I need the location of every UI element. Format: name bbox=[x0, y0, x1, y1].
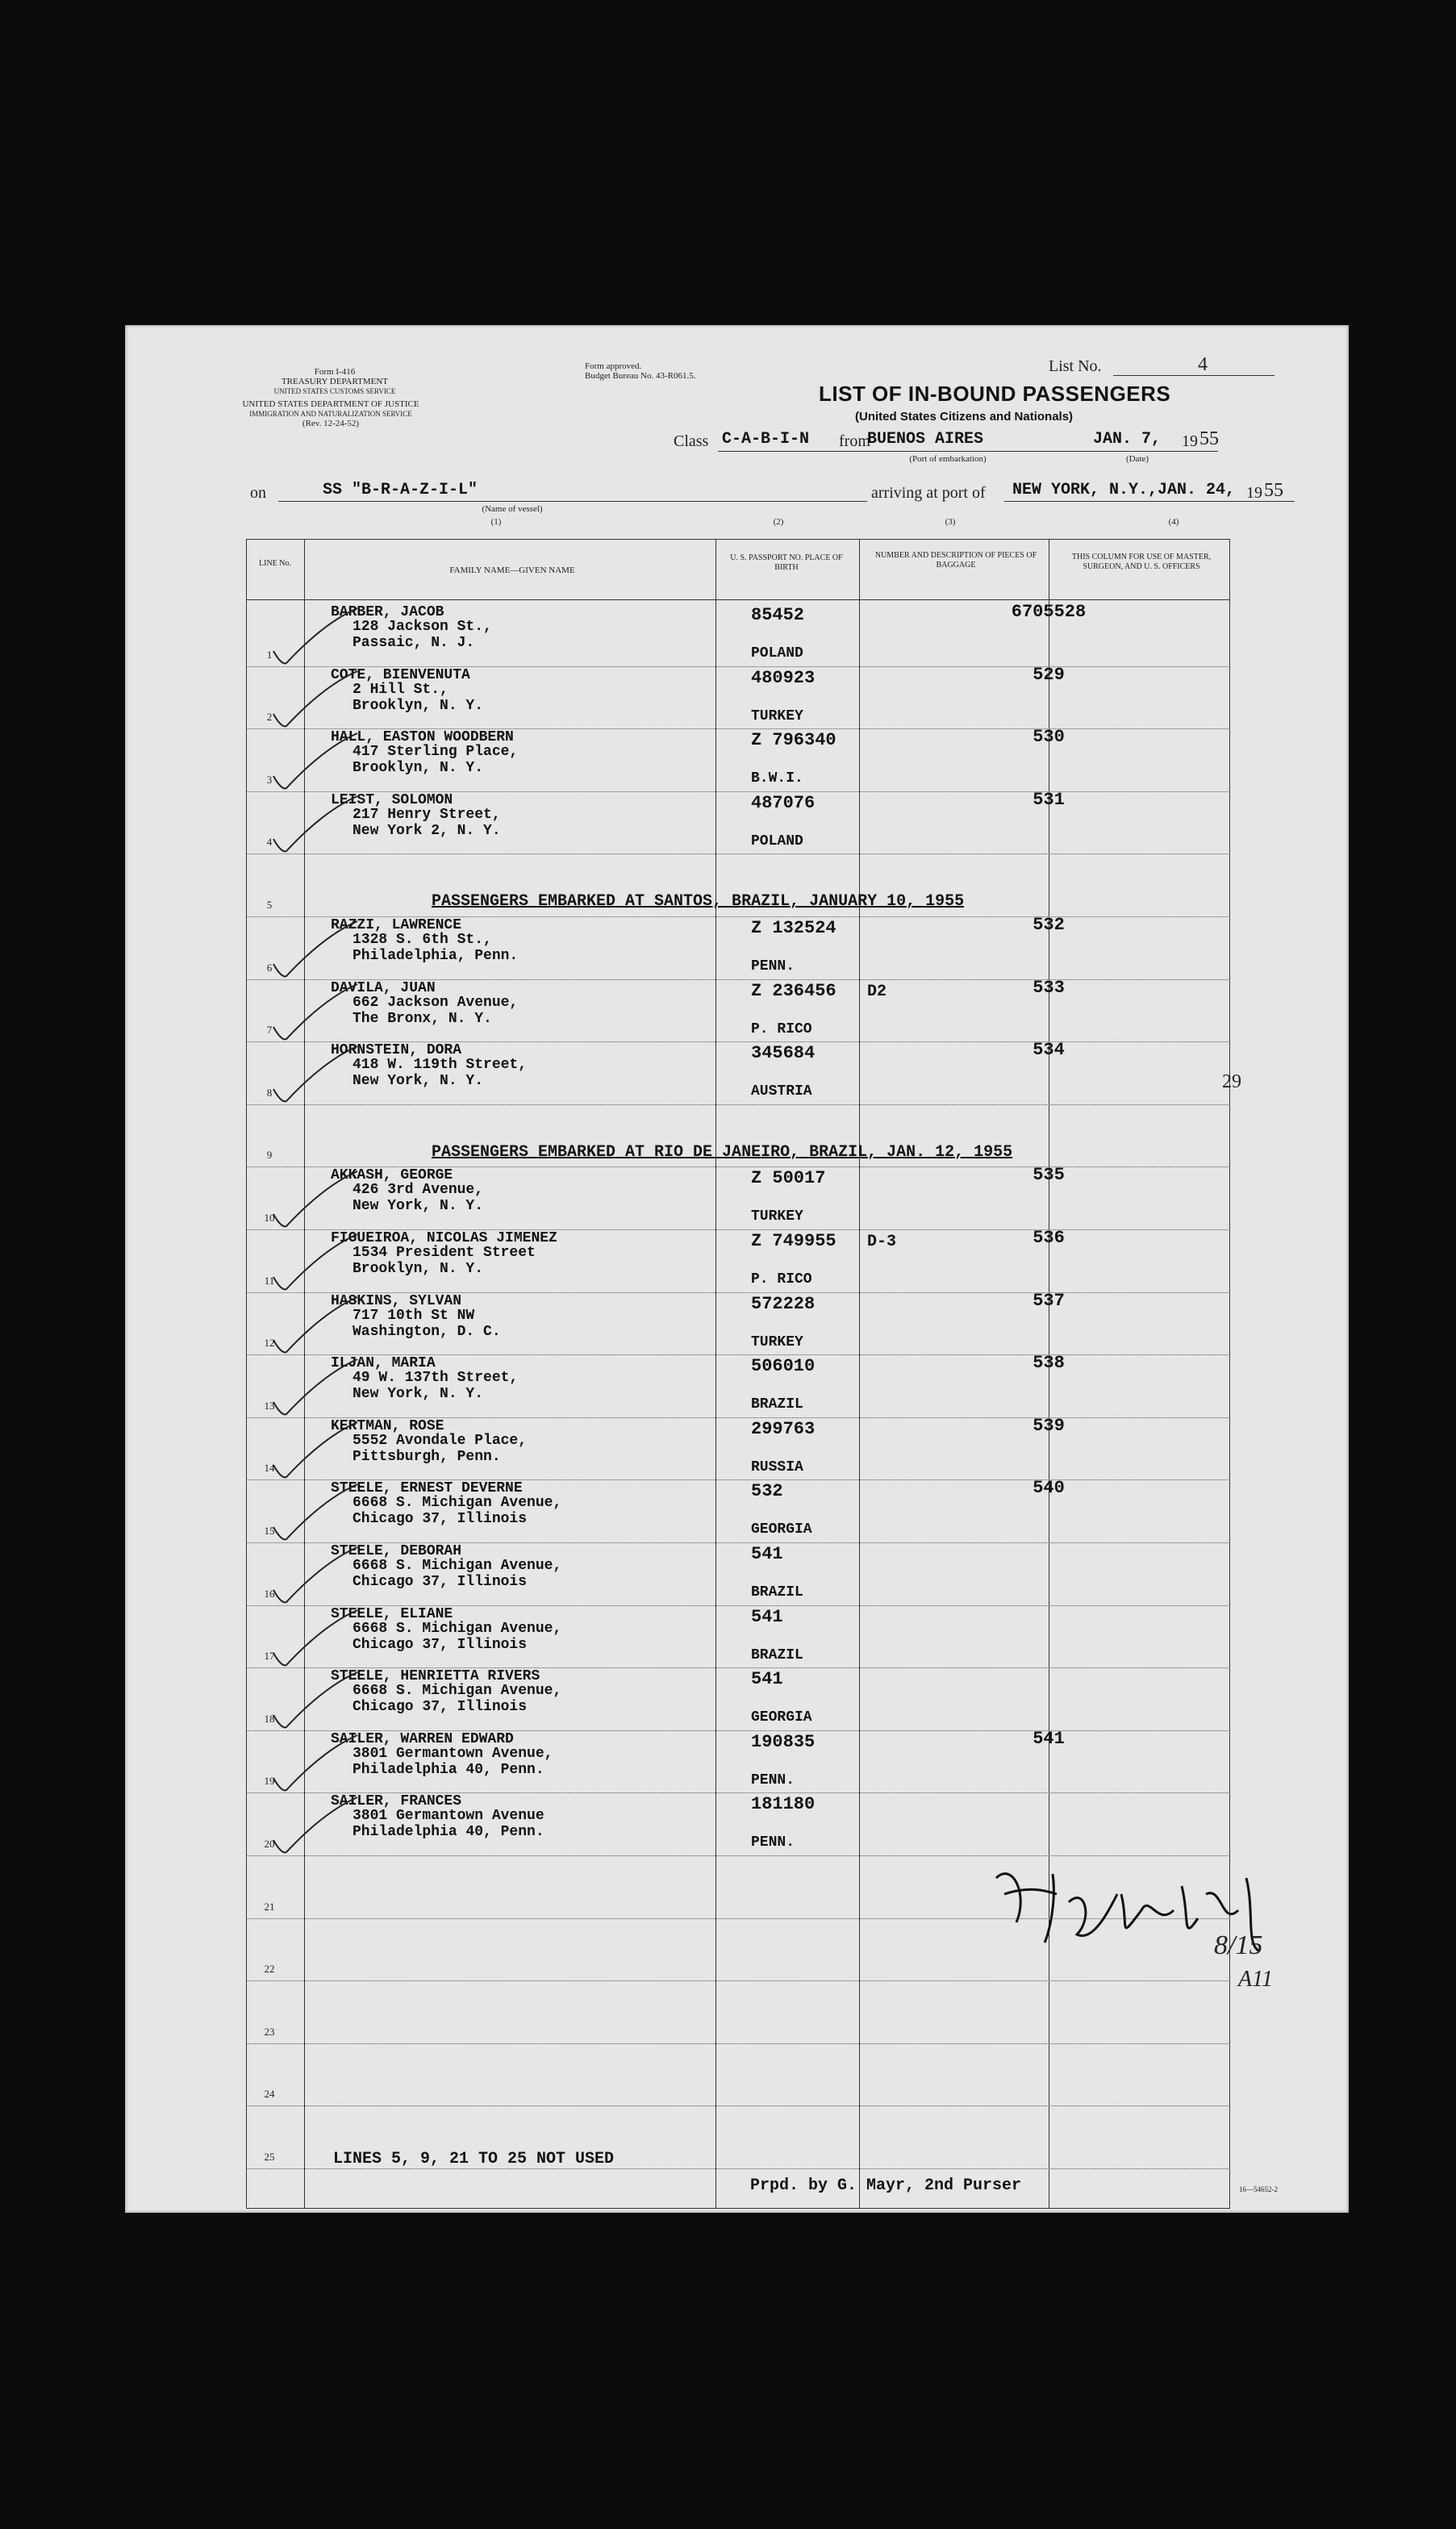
place-of-birth: PENN. bbox=[751, 1834, 795, 1851]
passport-notation: D-3 bbox=[867, 1233, 897, 1251]
baggage-number: 529 bbox=[1033, 664, 1065, 685]
list-number-underline bbox=[1113, 375, 1275, 376]
baggage-number: 6705528 bbox=[1011, 602, 1087, 622]
embark-date: JAN. 7, bbox=[1093, 430, 1162, 449]
embarkation-section-heading: PASSENGERS EMBARKED AT SANTOS, BRAZIL, JANUARY 10, 1955 bbox=[432, 892, 965, 912]
col-num-3: (3) bbox=[945, 517, 956, 527]
col-header-officers: THIS COLUMN FOR USE OF MASTER, SURGEON, AND U. S. OFFICERS bbox=[1071, 553, 1212, 571]
embark-port: BUENOS AIRES bbox=[867, 430, 984, 449]
arrival-underline bbox=[1004, 501, 1295, 502]
line-number: 22 bbox=[264, 1963, 275, 1976]
line-number: 15 bbox=[264, 1525, 275, 1537]
passenger-name: STEELE, HENRIETTA RIVERS bbox=[331, 1668, 540, 1685]
col-header-name: FAMILY NAME—GIVEN NAME bbox=[449, 565, 575, 575]
baggage-number: 539 bbox=[1033, 1415, 1065, 1436]
passport-number: 541 bbox=[751, 1606, 783, 1627]
baggage-number: 537 bbox=[1033, 1290, 1065, 1311]
passenger-address-line2: New York, N. Y. bbox=[353, 1386, 484, 1403]
passenger-name: LEIST, SOLOMON bbox=[331, 791, 453, 808]
arrival-port: NEW YORK, N.Y., bbox=[1012, 481, 1158, 499]
passenger-name: RAZZI, LAWRENCE bbox=[331, 917, 462, 933]
passenger-address-line2: New York, N. Y. bbox=[353, 1198, 484, 1215]
vessel-underline bbox=[278, 501, 867, 502]
passenger-address-line2: Brooklyn, N. Y. bbox=[353, 1261, 484, 1277]
passport-number: Z 132524 bbox=[751, 918, 836, 938]
passenger-name: DAVILA, JUAN bbox=[331, 979, 436, 996]
form-number: Form I-416 bbox=[314, 367, 356, 377]
baggage-number: 538 bbox=[1033, 1353, 1065, 1374]
passport-number: 506010 bbox=[751, 1356, 816, 1377]
place-of-birth: TURKEY bbox=[751, 1333, 803, 1350]
line-number: 1 bbox=[266, 648, 273, 661]
passenger-name: COTE, BIENVENUTA bbox=[331, 666, 470, 683]
line-number: 10 bbox=[264, 1212, 275, 1224]
passenger-address-line2: Philadelphia 40, Penn. bbox=[353, 1824, 544, 1841]
customs-service: UNITED STATES CUSTOMS SERVICE bbox=[273, 387, 396, 395]
passport-notation: D2 bbox=[867, 982, 887, 1001]
justice-dept: UNITED STATES DEPARTMENT OF JUSTICE bbox=[242, 399, 419, 409]
signature-initials: A11 bbox=[1238, 1967, 1274, 1992]
passenger-name: BARBER, JACOB bbox=[331, 604, 444, 620]
line-number: 2 bbox=[266, 711, 273, 724]
line-number: 12 bbox=[264, 1337, 275, 1350]
place-of-birth: AUSTRIA bbox=[751, 1083, 812, 1100]
check-mark bbox=[269, 1671, 365, 1735]
passenger-address-line2: Philadelphia, Penn. bbox=[353, 948, 519, 964]
baggage-number: 530 bbox=[1033, 727, 1065, 748]
class-underline bbox=[718, 451, 1218, 452]
passport-number: 532 bbox=[751, 1481, 783, 1502]
vessel-caption: (Name of vessel) bbox=[482, 504, 543, 514]
passenger-name: SAILER, FRANCES bbox=[331, 1793, 462, 1810]
passport-number: 345684 bbox=[751, 1043, 816, 1064]
line-number: 17 bbox=[264, 1650, 275, 1663]
passenger-address-line2: Chicago 37, Illinois bbox=[353, 1511, 528, 1528]
arrival-year-prefix: 19 bbox=[1246, 484, 1262, 502]
passenger-name: FIGUEIROA, NICOLAS JIMENEZ bbox=[331, 1230, 557, 1246]
class-value: C-A-B-I-N bbox=[722, 430, 810, 449]
passport-number: Z 236456 bbox=[751, 980, 836, 1001]
list-number-label: List No. bbox=[1049, 357, 1102, 375]
line-number: 5 bbox=[266, 899, 273, 911]
on-label: on bbox=[250, 484, 266, 502]
check-mark bbox=[269, 1170, 365, 1234]
passport-number: Z 749955 bbox=[751, 1231, 836, 1251]
check-mark bbox=[269, 732, 365, 796]
col-header-passport: U. S. PASSPORT NO. PLACE OF BIRTH bbox=[730, 553, 843, 572]
passenger-list-form bbox=[125, 325, 1349, 2213]
passenger-name: STEELE, DEBORAH bbox=[331, 1543, 462, 1559]
passport-number: 181180 bbox=[751, 1794, 816, 1815]
passport-number: 190835 bbox=[751, 1731, 816, 1752]
place-of-birth: GEORGIA bbox=[751, 1521, 812, 1538]
baggage-number: 531 bbox=[1033, 789, 1065, 810]
treasury-dept: TREASURY DEPARTMENT bbox=[281, 377, 389, 386]
header-rule bbox=[246, 599, 1230, 600]
form-title: LIST OF IN-BOUND PASSENGERS bbox=[819, 382, 1171, 406]
budget-bureau: Budget Bureau No. 43-R061.5. bbox=[585, 371, 696, 381]
place-of-birth: PENN. bbox=[751, 958, 795, 974]
passport-number: Z 50017 bbox=[751, 1168, 826, 1189]
arrival-date: JAN. 24, bbox=[1158, 481, 1236, 499]
passenger-address-line2: Chicago 37, Illinois bbox=[353, 1699, 528, 1716]
baggage-number: 533 bbox=[1033, 977, 1065, 998]
embark-caption: (Port of embarkation) bbox=[909, 454, 987, 464]
passenger-address-line1: 1328 S. 6th St., bbox=[353, 932, 492, 948]
baggage-number: 536 bbox=[1033, 1228, 1065, 1248]
from-label: from bbox=[839, 432, 870, 450]
check-mark bbox=[269, 1483, 365, 1547]
line-number: 8 bbox=[266, 1086, 273, 1099]
baggage-number: 541 bbox=[1033, 1728, 1065, 1749]
justice-block bbox=[210, 399, 452, 428]
passenger-address-line2: Philadelphia 40, Penn. bbox=[353, 1761, 544, 1778]
line-number: 25 bbox=[264, 2151, 275, 2163]
check-mark bbox=[269, 1609, 365, 1673]
check-mark bbox=[269, 983, 365, 1047]
baggage-number: 535 bbox=[1033, 1165, 1065, 1186]
line-number: 6 bbox=[266, 961, 273, 974]
passenger-address-line1: 6668 S. Michigan Avenue, bbox=[353, 1495, 562, 1512]
baggage-number: 532 bbox=[1033, 915, 1065, 935]
line-number: 23 bbox=[264, 2025, 275, 2038]
passenger-address-line1: 6668 S. Michigan Avenue, bbox=[353, 1683, 562, 1700]
place-of-birth: RUSSIA bbox=[751, 1459, 803, 1475]
passport-number: 541 bbox=[751, 1669, 783, 1690]
baggage-number: 534 bbox=[1033, 1040, 1065, 1061]
col-divider bbox=[859, 539, 860, 2209]
check-mark bbox=[269, 920, 365, 984]
passenger-address-line2: Pittsburgh, Penn. bbox=[353, 1448, 501, 1465]
passenger-name: STEELE, ELIANE bbox=[331, 1605, 453, 1622]
line-number: 18 bbox=[264, 1712, 275, 1725]
list-number-value: 4 bbox=[1198, 354, 1208, 375]
passenger-name: HORNSTEIN, DORA bbox=[331, 1042, 462, 1059]
place-of-birth: POLAND bbox=[751, 645, 803, 661]
passenger-name: SAILER, WARREN EDWARD bbox=[331, 1730, 514, 1747]
form-subtitle: (United States Citizens and Nationals) bbox=[855, 410, 1074, 424]
col-num-2: (2) bbox=[773, 517, 784, 527]
form-agency-block bbox=[238, 367, 432, 396]
place-of-birth: BRAZIL bbox=[751, 1646, 803, 1663]
check-mark bbox=[269, 1421, 365, 1485]
class-label: Class bbox=[674, 432, 709, 450]
prepared-by: Prpd. by G. Mayr, 2nd Purser bbox=[750, 2176, 1022, 2195]
place-of-birth: POLAND bbox=[751, 833, 803, 849]
approval-block bbox=[585, 361, 762, 381]
col-num-1: (1) bbox=[490, 517, 502, 527]
passenger-name: HASKINS, SYLVAN bbox=[331, 1292, 462, 1309]
passenger-address-line2: Chicago 37, Illinois bbox=[353, 1574, 528, 1590]
place-of-birth: TURKEY bbox=[751, 1208, 803, 1225]
signature-fraction: 8/15 bbox=[1214, 1930, 1263, 1960]
line-number: 21 bbox=[264, 1900, 275, 1913]
line-number: 3 bbox=[266, 773, 273, 786]
place-of-birth: B.W.I. bbox=[751, 770, 803, 787]
passenger-address-line2: New York 2, N. Y. bbox=[353, 822, 501, 839]
passenger-address-line1: 417 Sterling Place, bbox=[353, 744, 519, 761]
col-num-4: (4) bbox=[1168, 517, 1179, 527]
passport-number: 572228 bbox=[751, 1293, 816, 1314]
passenger-address-line1: 5552 Avondale Place, bbox=[353, 1432, 528, 1449]
line-number: 9 bbox=[266, 1149, 273, 1162]
passenger-address-line1: 3801 Germantown Avenue bbox=[353, 1808, 544, 1825]
place-of-birth: TURKEY bbox=[751, 707, 803, 724]
passenger-address-line1: 6668 S. Michigan Avenue, bbox=[353, 1620, 562, 1637]
date-caption: (Date) bbox=[1125, 454, 1149, 464]
col-header-baggage: NUMBER AND DESCRIPTION OF PIECES OF BAGGAGE bbox=[874, 551, 1037, 570]
line-number: 7 bbox=[266, 1024, 273, 1037]
embarkation-section-heading: PASSENGERS EMBARKED AT RIO DE JANEIRO, BRAZIL, JAN. 12, 1955 bbox=[432, 1142, 1013, 1162]
check-mark bbox=[269, 1546, 365, 1610]
passenger-address-line1: 717 10th St NW bbox=[353, 1307, 475, 1324]
line-number: 14 bbox=[264, 1462, 275, 1475]
line-number: 13 bbox=[264, 1399, 275, 1412]
baggage-number: 540 bbox=[1033, 1478, 1065, 1499]
arrival-year: 55 bbox=[1264, 480, 1283, 501]
vessel-name: SS "B-R-A-Z-I-L" bbox=[323, 481, 478, 499]
passport-number: 299763 bbox=[751, 1418, 816, 1439]
check-mark bbox=[269, 1045, 365, 1109]
line-number: 24 bbox=[264, 2088, 275, 2101]
line-number: 11 bbox=[264, 1274, 275, 1287]
passport-number: 487076 bbox=[751, 792, 816, 813]
lines-not-used-note: LINES 5, 9, 21 TO 25 NOT USED bbox=[333, 2150, 615, 2168]
embark-year-prefix: 19 bbox=[1182, 432, 1198, 450]
check-mark bbox=[269, 1734, 365, 1798]
passenger-address-line1: 418 W. 119th Street, bbox=[353, 1057, 528, 1074]
line-number: 4 bbox=[266, 836, 273, 849]
passenger-address-line2: Chicago 37, Illinois bbox=[353, 1636, 528, 1653]
row-rule bbox=[246, 2105, 1230, 2106]
passenger-address-line1: 426 3rd Avenue, bbox=[353, 1182, 484, 1199]
check-mark bbox=[269, 1796, 365, 1860]
form-approved: Form approved. bbox=[585, 361, 642, 371]
check-mark bbox=[269, 1233, 365, 1297]
arriving-label: arriving at port of bbox=[871, 484, 986, 502]
print-code: 16—54652-2 bbox=[1239, 2185, 1278, 2193]
check-mark bbox=[269, 795, 365, 859]
line-number: 20 bbox=[264, 1838, 275, 1850]
embark-year: 55 bbox=[1199, 428, 1219, 449]
check-mark bbox=[269, 1358, 365, 1422]
check-mark bbox=[269, 607, 365, 671]
row-rule bbox=[246, 1104, 1230, 1105]
place-of-birth: P. RICO bbox=[751, 1020, 812, 1037]
place-of-birth: P. RICO bbox=[751, 1271, 812, 1287]
handwritten-note: 29 bbox=[1222, 1071, 1241, 1092]
passenger-address-line1: 128 Jackson St., bbox=[353, 619, 492, 635]
passport-number: 85452 bbox=[751, 605, 805, 625]
place-of-birth: GEORGIA bbox=[751, 1709, 812, 1726]
passport-number: Z 796340 bbox=[751, 730, 836, 751]
passenger-address-line1: 49 W. 137th Street, bbox=[353, 1370, 519, 1387]
passenger-address-line1: 1534 President Street bbox=[353, 1245, 536, 1261]
place-of-birth: BRAZIL bbox=[751, 1584, 803, 1600]
ins-service: IMMIGRATION AND NATURALIZATION SERVICE bbox=[249, 410, 412, 418]
passenger-address-line2: Passaic, N. J. bbox=[353, 635, 475, 651]
passenger-name: ILJAN, MARIA bbox=[331, 1355, 436, 1372]
passenger-address-line2: Washington, D. C. bbox=[353, 1323, 501, 1340]
passenger-address-line2: Brooklyn, N. Y. bbox=[353, 697, 484, 714]
line-number: 19 bbox=[264, 1775, 275, 1788]
revision-date: (Rev. 12-24-52) bbox=[302, 419, 360, 428]
check-mark bbox=[269, 1296, 365, 1360]
passenger-name: STEELE, ERNEST DEVERNE bbox=[331, 1480, 523, 1497]
passenger-name: KERTMAN, ROSE bbox=[331, 1417, 444, 1434]
passenger-address-line1: 662 Jackson Avenue, bbox=[353, 994, 519, 1011]
place-of-birth: PENN. bbox=[751, 1772, 795, 1788]
passport-number: 541 bbox=[751, 1544, 783, 1564]
passenger-address-line2: Brooklyn, N. Y. bbox=[353, 760, 484, 777]
col-divider bbox=[715, 539, 716, 2209]
passenger-address-line2: New York, N. Y. bbox=[353, 1073, 484, 1090]
col-header-line: LINE No. bbox=[259, 559, 291, 568]
passenger-address-line1: 3801 Germantown Avenue, bbox=[353, 1745, 553, 1762]
passport-number: 480923 bbox=[751, 667, 816, 688]
passenger-address-line1: 6668 S. Michigan Avenue, bbox=[353, 1558, 562, 1574]
check-mark bbox=[269, 670, 365, 734]
row-rule bbox=[246, 853, 1230, 854]
line-number: 16 bbox=[264, 1587, 275, 1600]
passenger-address-line1: 217 Henry Street, bbox=[353, 806, 501, 823]
passenger-address-line2: The Bronx, N. Y. bbox=[353, 1010, 492, 1027]
place-of-birth: BRAZIL bbox=[751, 1396, 803, 1413]
row-rule bbox=[246, 2043, 1230, 2044]
passenger-name: HALL, EASTON WOODBERN bbox=[331, 729, 514, 746]
passenger-address-line1: 2 Hill St., bbox=[353, 681, 448, 698]
row-rule bbox=[246, 2168, 1230, 2169]
passenger-name: AKKASH, GEORGE bbox=[331, 1167, 453, 1184]
